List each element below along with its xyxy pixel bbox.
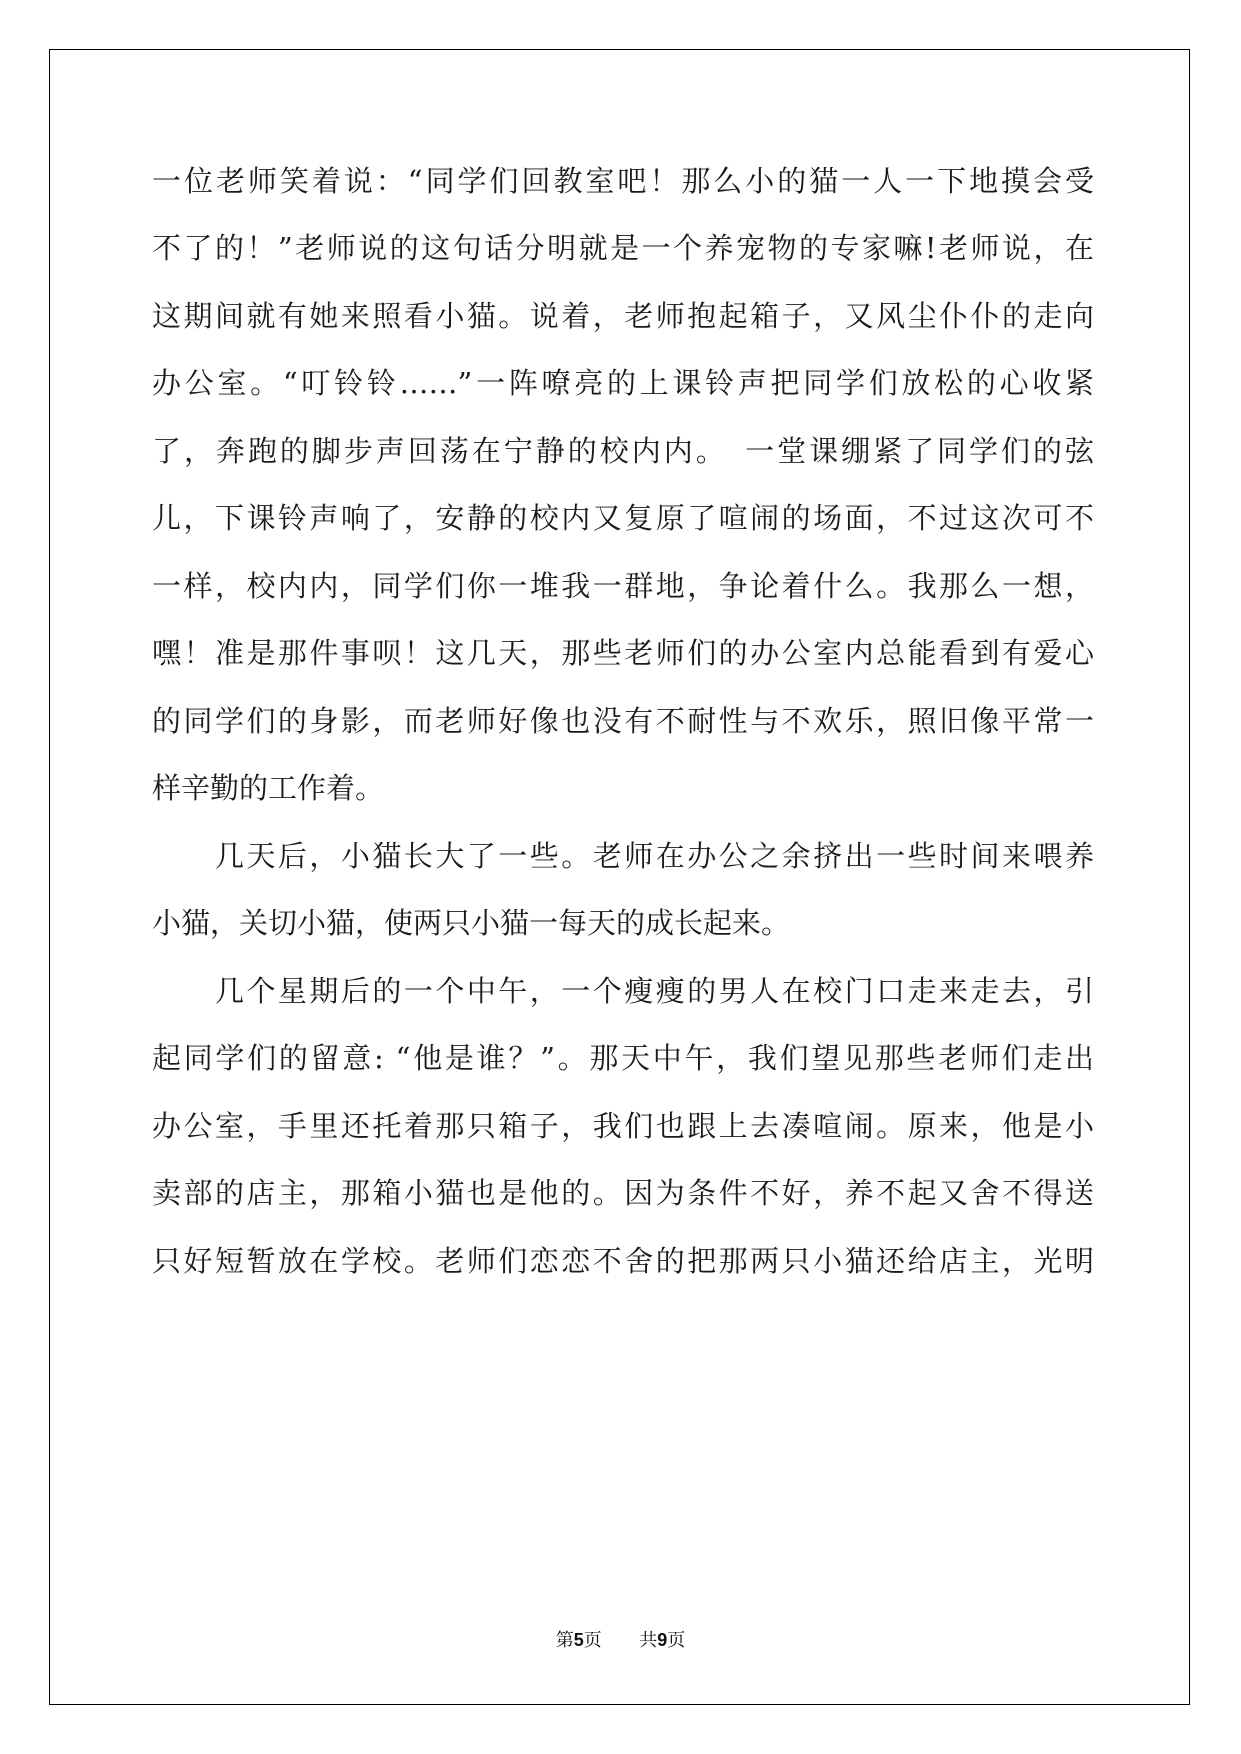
text-line: 办公室，手里还托着那只箱子，我们也跟上去凑喧闹。原来，他是小: [152, 1109, 1094, 1143]
total-pages-label: 共9页: [639, 1630, 686, 1651]
text-line: 这期间就有她来照看小猫。说着，老师抱起箱子，又风尘仆仆的走向: [152, 299, 1094, 333]
text-line: 的同学们的身影，而老师好像也没有不耐性与不欢乐，照旧像平常一: [152, 704, 1094, 738]
text-line: 一样，校内内，同学们你一堆我一群地，争论着什么。我那么一想，: [152, 569, 1094, 603]
total-page-number: 9: [657, 1630, 668, 1650]
text-line: 办公室。“叮铃铃……”一阵嘹亮的上课铃声把同学们放松的心收紧: [152, 366, 1094, 400]
text-line: 了，奔跑的脚步声回荡在宁静的校内内。 一堂课绷紧了同学们的弦: [152, 434, 1094, 468]
current-page-number: 5: [573, 1630, 584, 1650]
text-line: 几天后，小猫长大了一些。老师在办公之余挤出一些时间来喂养: [152, 839, 1094, 873]
text-line: 起同学们的留意: “他是谁？”。那天中午，我们望见那些老师们走出: [152, 1041, 1094, 1075]
text-line: 卖部的店主，那箱小猫也是他的。因为条件不好，养不起又舍不得送: [152, 1176, 1094, 1210]
text-line: 只好短暂放在学校。老师们恋恋不舍的把那两只小猫还给店主，光明: [152, 1244, 1094, 1278]
page-label: 第5页: [555, 1630, 602, 1651]
text-line: 一位老师笑着说：“同学们回教室吧！那么小的猫一人一下地摸会受: [152, 164, 1094, 198]
text-line: 几个星期后的一个中午，一个瘦瘦的男人在校门口走来走去，引: [152, 974, 1094, 1008]
text-line: 小猫，关切小猫，使两只小猫一每天的成长起来。: [152, 906, 791, 940]
text-line: 不了的！”老师说的这句话分明就是一个养宠物的专家嘛!老师说，在: [152, 231, 1094, 265]
text-line: 嘿！准是那件事呗！这几天，那些老师们的办公室内总能看到有爱心: [152, 636, 1094, 670]
text-line: 样辛勤的工作着。: [152, 771, 385, 805]
page-footer: [0, 1628, 1241, 1653]
text-line: 儿，下课铃声响了，安静的校内又复原了喧闹的场面，不过这次可不: [152, 501, 1094, 535]
